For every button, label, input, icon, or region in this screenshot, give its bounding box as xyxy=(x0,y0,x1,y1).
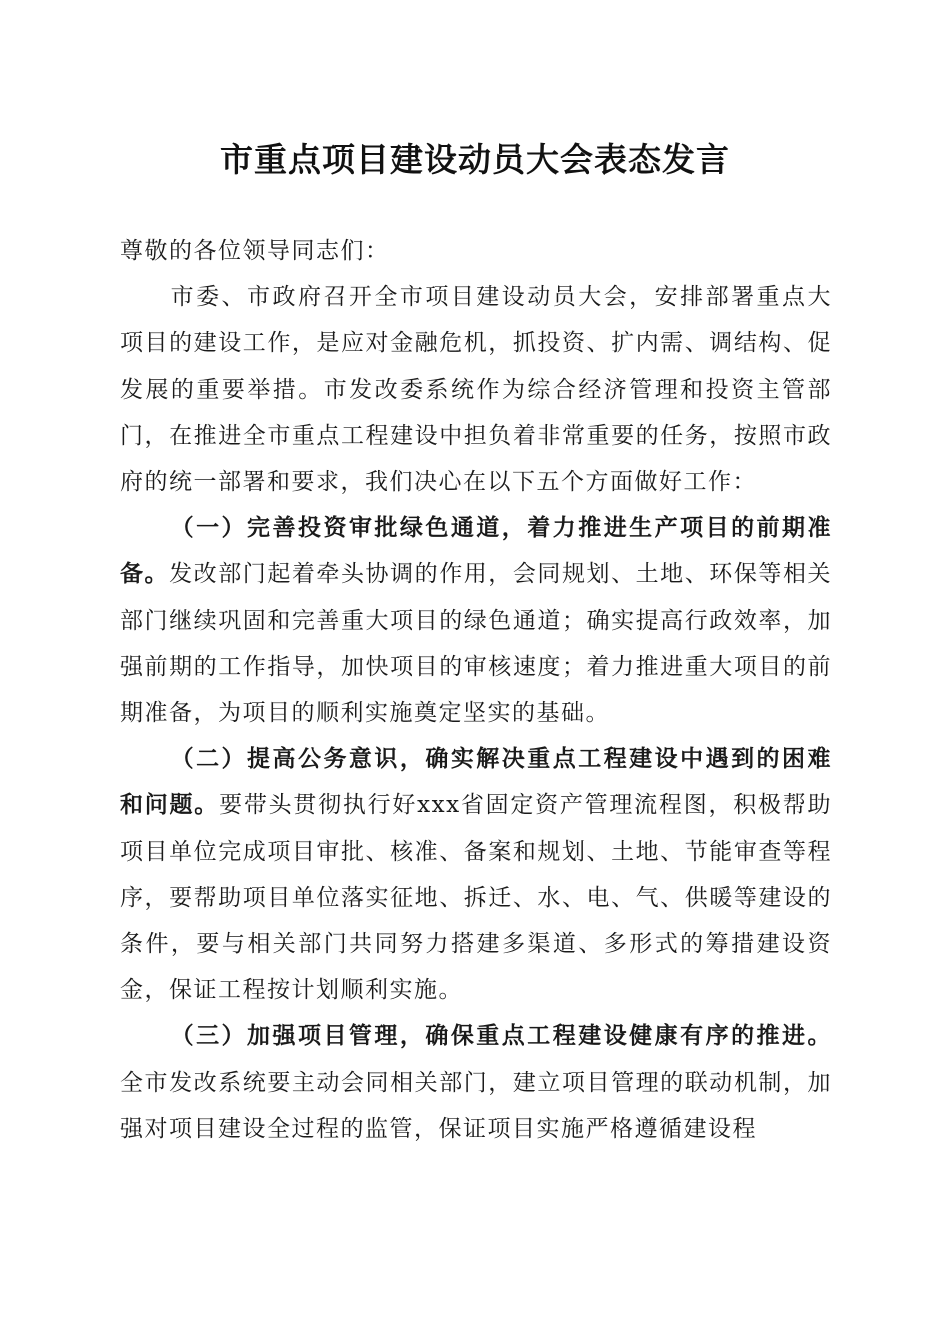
section-heading-2: （二）提高公务意识，确实解决重点工程建设中遇到的困难和问题。 xyxy=(120,745,832,819)
section-heading-1: （一）完善投资审批绿色通道，着力推进生产项目的前期准备。 xyxy=(120,514,832,588)
section-paragraph-2 xyxy=(120,736,832,1013)
section-text-3: 全市发改系统要主动会同相关部门，建立项目管理的联动机制，加强对项目建设全过程的监管，保证项目实施严格遵循建设程 xyxy=(120,1069,832,1142)
section-text-1: 发改部门起着牵头协调的作用，会同规划、土地、环保等相关部门继续巩固和完善重大项目的绿色通道；确实提高行政效率，加强前期的工作指导，加快项目的审核速度；着力推进重大项目的前期准备，为项目的顺利实施奠定坚实的基础。 xyxy=(120,561,833,727)
section-heading-3: （三）加强项目管理，确保重点工程建设健康有序的推进。 xyxy=(170,1022,832,1050)
intro-paragraph: 市委、市政府召开全市项目建设动员大会，安排部署重点大项目的建设工作，是应对金融危机，抓投资、扩内需、调结构、促发展的重要举措。市发改委系统作为综合经济管理和投资主管部门，在推进全市重点工程建设中担负着非常重要的任务，按照市政府的统一部署和要求，我们决心在以下五个方面做好工作： xyxy=(120,284,832,496)
section-paragraph-1 xyxy=(120,505,832,736)
document-title: 市重点项目建设动员大会表态发言 xyxy=(220,140,730,179)
section-text-2: 要带头贯彻执行好xxx省固定资产管理流程图，积极帮助项目单位完成项目审批、核准、备案和规划、土地、节能审查等程序，要帮助项目单位落实征地、拆迁、水、电、气、供暖等建设的条件，要与相关部门共同努力搭建多渠道、多形式的筹措建设资金，保证工程按计划顺利实施。 xyxy=(120,792,833,1004)
section-paragraph-3 xyxy=(120,1013,832,1152)
document-body xyxy=(120,228,832,1152)
salutation: 尊敬的各位领导同志们： xyxy=(120,238,390,264)
